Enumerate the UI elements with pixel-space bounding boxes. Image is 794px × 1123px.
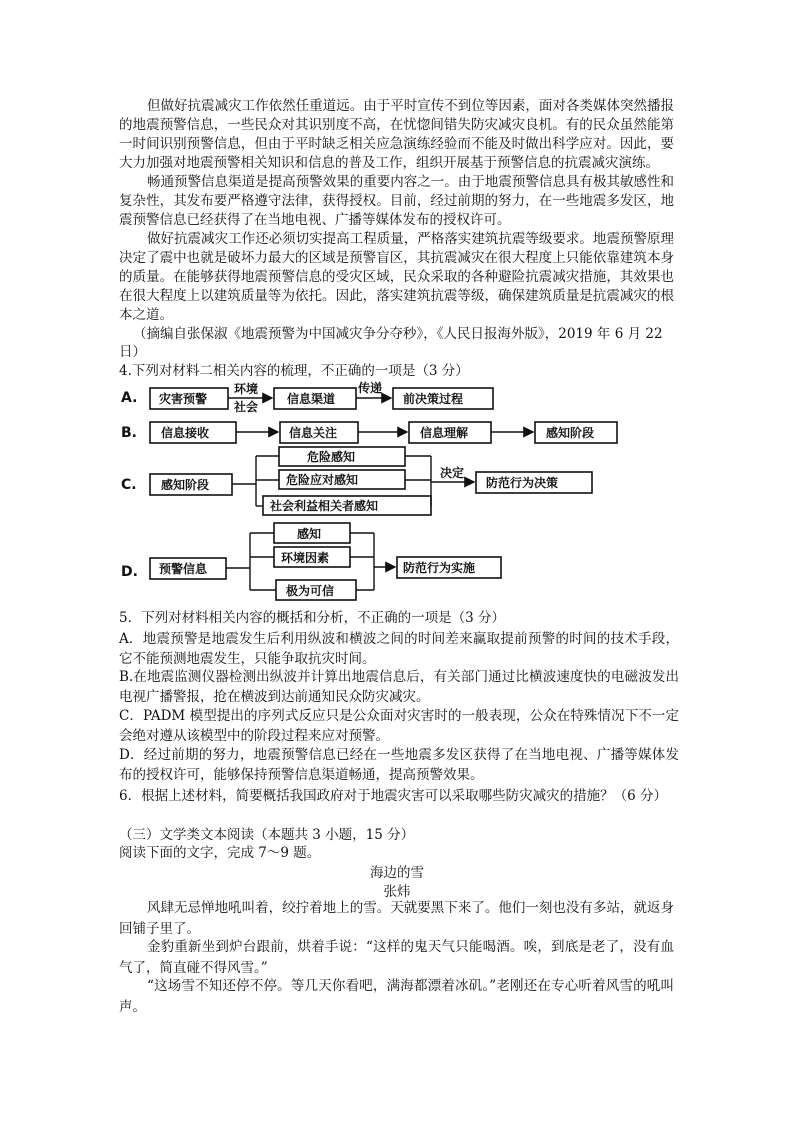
- question-4-stem: 4.下列对材料二相关内容的梳理，不正确的一项是（3 分）: [119, 363, 469, 379]
- option-a-letter: A.: [121, 390, 138, 406]
- question-5-stem: 5．下列对材料相关内容的概括和分析，不正确的一项是（3 分）: [119, 610, 505, 626]
- option-a-box3-text: 前决策过程: [403, 392, 464, 406]
- story-paragraph-2: 金豹重新坐到炉台跟前，烘着手说：“这样的鬼天气只能喝酒。唉，到底是老了，没有血气了，简直碰不得风雪。”: [119, 939, 674, 976]
- question-5-option-c: C．PADM 模型提出的序列式反应只是公众面对灾害时的一般表现，公众在特殊情况下不一定会绝对遵从该模型中的阶段过程来应对预警。: [119, 708, 679, 744]
- option-c-box-end-text: 防范行为决策: [486, 476, 559, 490]
- option-a-label-society: 社会: [234, 400, 259, 414]
- story-title: 海边的雪: [370, 865, 424, 881]
- question-5-option-b: B.在地震监测仪器检测出纵波并计算出地震信息后，有关部门通过比横波速度快的电磁波发出电视广播警报，抢在横波到达前通知民众防灾减灾。: [119, 669, 679, 705]
- source-citation-line1: （摘编自张保淑《地震预警为中国减灾争分夺秒》，《人民日报海外版》，2019 年 6 月 22: [133, 326, 663, 342]
- option-a-label-environment: 环境: [234, 382, 259, 396]
- source-citation-line2: 日）: [119, 344, 146, 360]
- option-c-branch2-text: 危险应对感知: [286, 473, 359, 487]
- material-paragraph-2: 畅通预警信息渠道是提高预警效果的重要内容之一。由于地震预警信息具有极其敏感性和复杂性，其发布要严格遵守法律，获得授权。目前，经过前期的努力，在一些地震多发区，地震预警信息已经获得了在当地电视、广播等媒体发布的授权许可。: [119, 174, 674, 228]
- option-c-box-main-text: 感知阶段: [161, 478, 210, 492]
- option-b-letter: B.: [121, 425, 137, 441]
- option-c-branch3-text: 社会利益相关者感知: [270, 499, 379, 513]
- option-d-branch2-text: 环境因素: [281, 551, 330, 565]
- option-a-label-transmit: 传递: [358, 381, 383, 395]
- section-3-instruction: 阅读下面的文字，完成 7～9 题。: [119, 845, 321, 861]
- option-d-box-end-text: 防范行为实施: [403, 561, 476, 575]
- option-b-box4-text: 感知阶段: [546, 426, 595, 440]
- option-b-box3-text: 信息理解: [420, 426, 469, 440]
- section-3-heading: （三）文学类文本阅读（本题共 3 小题，15 分）: [119, 827, 415, 843]
- option-c-label-decide: 决定: [440, 466, 465, 480]
- question-5-option-a: A．地震预警是地震发生后利用纵波和横波之间的时间差来赢取提前预警的时间的技术手段，它不能预测地震发生，只能争取抗灾时间。: [119, 631, 679, 667]
- option-a-box2-text: 信息渠道: [287, 392, 336, 406]
- option-d-letter: D.: [121, 564, 138, 580]
- option-b-box2-text: 信息关注: [289, 426, 338, 440]
- option-c-letter: C.: [121, 477, 137, 493]
- option-b-box1-text: 信息接收: [161, 426, 210, 440]
- material-paragraph-1: 但做好抗震减灾工作依然任重道远。由于平时宣传不到位等因素，面对各类媒体突然播报的地震预警信息，一些民众对其识别度不高，在忧惚间错失防灾减灾良机。有的民众虽然能第一时间识别预警信息，但由于平时缺乏相关应急演练经验而不能及时做出科学应对。因此，要大力加强对地震预警相关知识和信息的普及工作，组织开展基于预警信息的抗震减灾演练。: [119, 98, 674, 171]
- material-paragraph-3: 做好抗震减灾工作还必须切实提高工程质量，严格落实建筑抗震等级要求。地震预警原理决定了震中也就是破坏力最大的区域是预警盲区，其抗震减灾在很大程度上只能依靠建筑本身的质量。在能够获得地震预警信息的受灾区域，民众采取的各种避险抗震减灾措施，其效果也在很大程度上以建筑质量等为依托。因此，落实建筑抗震等级，确保建筑质量是抗震减灾的根本之道。: [119, 231, 674, 323]
- question-6-stem: 6．根据上述材料，简要概括我国政府对于地震灾害可以采取哪些防灾减灾的措施？（6 分）: [119, 788, 667, 804]
- story-author: 张炜: [383, 884, 411, 900]
- story-paragraph-1: 风肆无忌惮地吼叫着，绞拧着地上的雪。天就要黑下来了。他们一刻也没有多站，就返身回铺子里了。: [119, 900, 674, 937]
- option-a-box1-text: 灾害预警: [159, 392, 208, 406]
- story-paragraph-3: “这场雪不知还停不停。等几天你看吧，满海都漂着冰矶。”老刚还在专心听着风雪的吼叫声。: [119, 978, 674, 1015]
- option-d-branch1-text: 感知: [297, 527, 322, 541]
- option-d-box-main-text: 预警信息: [159, 562, 208, 576]
- question-5-option-d: D．经过前期的努力，地震预警信息已经在一些地震多发区获得了在当地电视、广播等媒体发布的授权许可，能够保持预警信息渠道畅通，提高预警效果。: [119, 747, 679, 783]
- option-d-branch3-text: 极为可信: [286, 584, 335, 598]
- option-c-branch1-text: 危险感知: [307, 450, 356, 464]
